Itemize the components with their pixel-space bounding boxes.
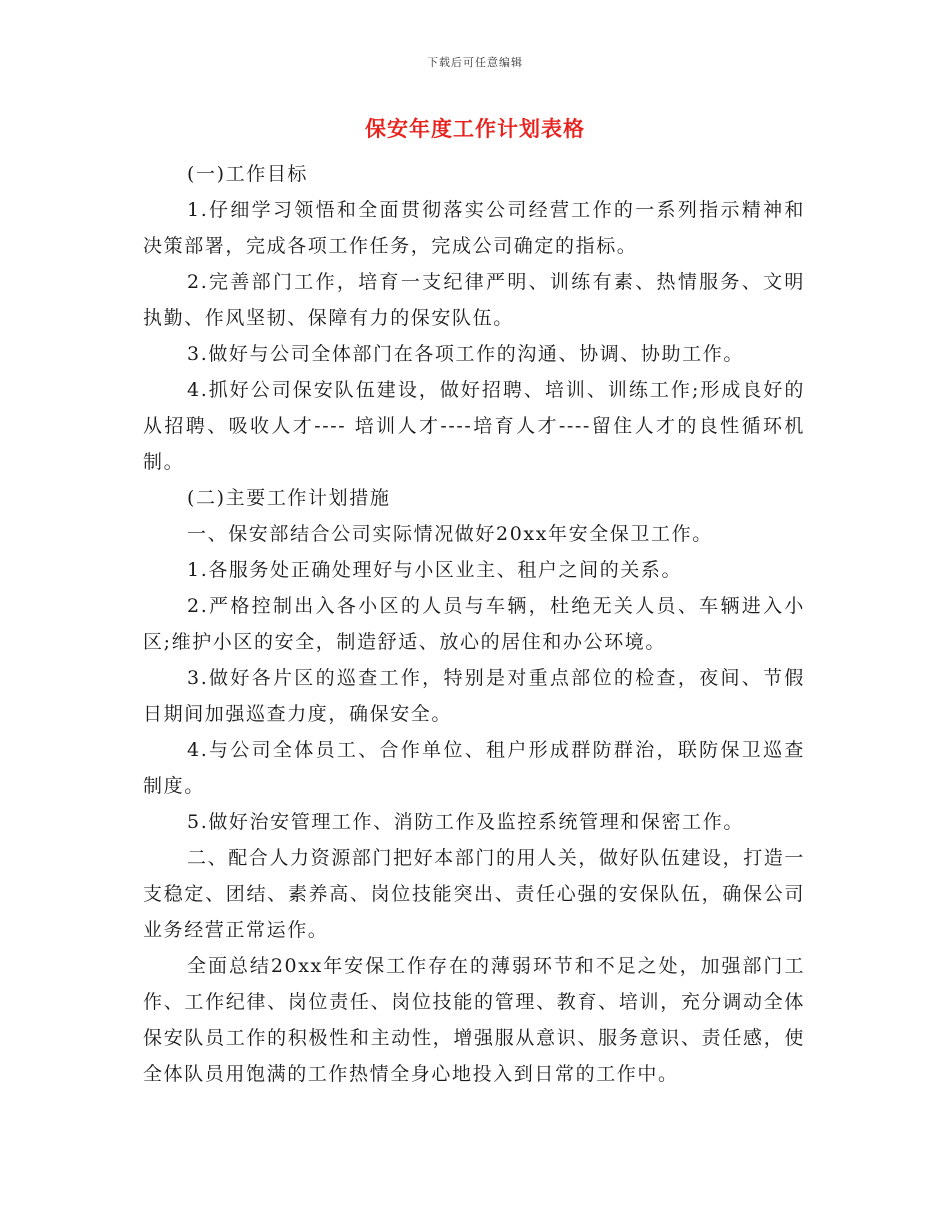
paragraph: (一)工作目标 [187,163,309,185]
paragraph: 2.完善部门工作，培育一支纪律严明、训练有素、热情服务、文明执勤、作风坚韧、保障有力的保安队伍。 [143,271,805,329]
paragraph: 4.与公司全体员工、合作单位、租户形成群防群治，联防保卫巡查制度。 [143,739,805,797]
document-title: 保安年度工作计划表格 [365,116,585,141]
paragraph: 3.做好各片区的巡查工作，特别是对重点部位的检查，夜间、节假日期间加强巡查力度，确保安全。 [143,667,805,725]
paragraph: 全面总结20xx年安保工作存在的薄弱环节和不足之处，加强部门工作、工作纪律、岗位责任、岗位技能的管理、教育、培训，充分调动全体保安队员工作的积极性和主动性，增强服从意识、服务意识、责任感，使全体队员用饱满的工作热情全身心地投入到日常的工作中。 [143,955,805,1085]
paragraph: (二)主要工作计划措施 [187,487,391,509]
paragraph: 4.抓好公司保安队伍建设，做好招聘、培训、训练工作;形成良好的从招聘、吸收人才---- 培训人才----培育人才----留住人才的良性循环机制。 [143,379,805,473]
paragraph: 二、配合人力资源部门把好本部门的用人关，做好队伍建设，打造一支稳定、团结、素养高、岗位技能突出、责任心强的安保队伍，确保公司业务经营正常运作。 [143,847,806,941]
header-note: 下载后可任意编辑 [427,56,523,69]
paragraph: 1.各服务处正确处理好与小区业主、租户之间的关系。 [187,559,683,581]
paragraph: 2.严格控制出入各小区的人员与车辆，杜绝无关人员、车辆进入小区;维护小区的安全，制造舒适、放心的居住和办公环境。 [143,595,805,653]
paragraph: 1.仔细学习领悟和全面贯彻落实公司经营工作的一系列指示精神和决策部署，完成各项工作任务，完成公司确定的指标。 [143,199,805,257]
paragraph: 3.做好与公司全体部门在各项工作的沟通、协调、协助工作。 [187,343,744,365]
document-body [143,156,805,1092]
paragraph: 5.做好治安管理工作、消防工作及监控系统管理和保密工作。 [187,811,744,833]
paragraph: 一、保安部结合公司实际情况做好20xx年安全保卫工作。 [187,523,713,545]
